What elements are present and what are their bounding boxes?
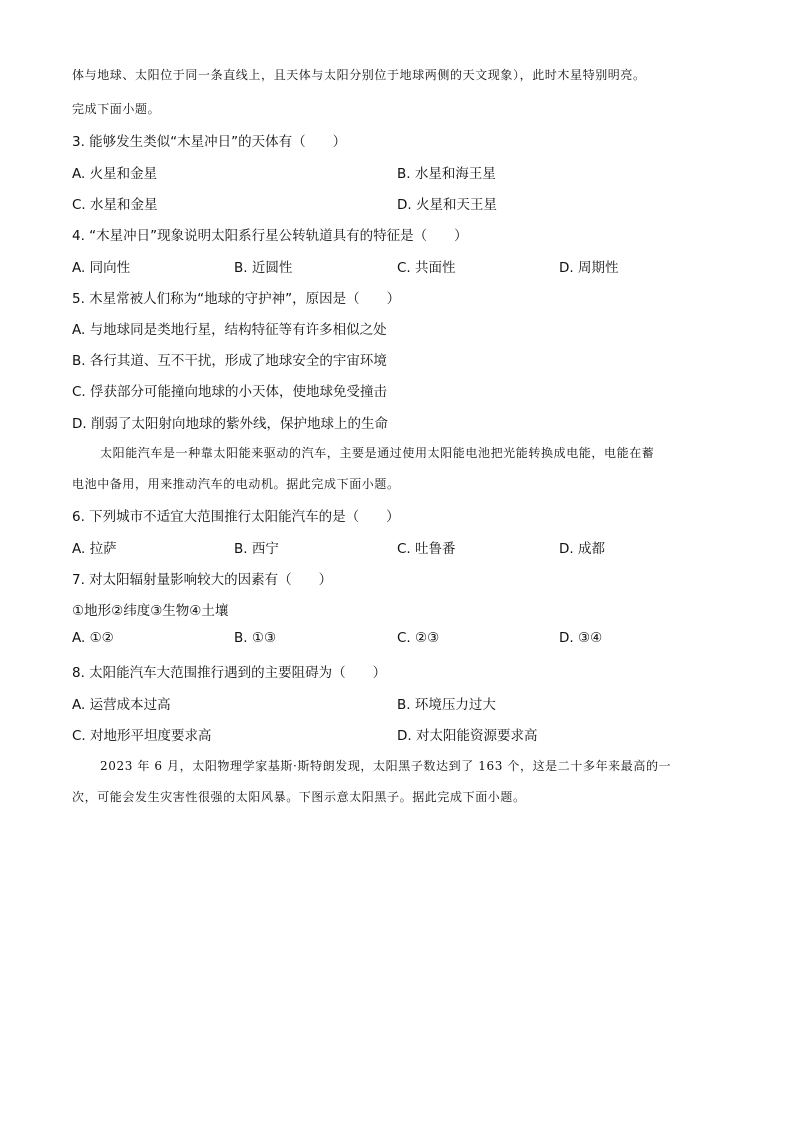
q8-option-a: A. 运营成本过高	[72, 697, 171, 713]
q6-option-d: D. 成都	[559, 541, 605, 557]
intro-line-1: 体与地球、太阳位于同一条直线上，且天体与太阳分别位于地球两侧的天文现象），此时木星特别明亮。	[72, 68, 646, 82]
question-7-items: ①地形②纬度③生物④土壤	[72, 603, 229, 619]
question-5-stem: 5. 木星常被人们称为“地球的守护神”，原因是（ ）	[72, 291, 401, 307]
q8-option-d: D. 对太阳能资源要求高	[397, 728, 538, 744]
q5-option-b: B. 各行其道、互不干扰，形成了地球安全的宇宙环境	[72, 353, 387, 369]
q4-option-b: B. 近圆性	[234, 260, 293, 276]
q3-option-b: B. 水星和海王星	[397, 166, 496, 182]
q7-option-a: A. ①②	[72, 630, 114, 646]
q6-option-c: C. 吐鲁番	[397, 541, 456, 557]
q7-option-d: D. ③④	[559, 630, 603, 646]
q4-option-a: A. 同向性	[72, 260, 131, 276]
q8-option-b: B. 环境压力过大	[397, 697, 496, 713]
q8-option-c: C. 对地形平坦度要求高	[72, 728, 212, 744]
passage-3-line-1: 2023 年 6 月，太阳物理学家基斯·斯特朗发现，太阳黑子数达到了 163 个，这是二十多年来最高的一	[100, 759, 672, 773]
q3-option-a: A. 火星和金星	[72, 166, 158, 182]
q5-option-c: C. 俘获部分可能撞向地球的小天体，使地球免受撞击	[72, 384, 388, 400]
q3-option-c: C. 水星和金星	[72, 197, 158, 213]
q5-option-d: D. 削弱了太阳射向地球的紫外线，保护地球上的生命	[72, 416, 388, 432]
q4-option-d: D. 周期性	[559, 260, 619, 276]
q6-option-a: A. 拉萨	[72, 541, 117, 557]
q3-option-d: D. 火星和天王星	[397, 197, 497, 213]
passage-3-line-2: 次，可能会发生灾害性很强的太阳风暴。下图示意太阳黑子。据此完成下面小题。	[72, 790, 526, 804]
question-4-stem: 4. “木星冲日”现象说明太阳系行星公转轨道具有的特征是（ ）	[72, 228, 468, 244]
question-7-stem: 7. 对太阳辐射量影响较大的因素有（ ）	[72, 572, 333, 588]
passage-2-line-2: 电池中备用，用来推动汽车的电动机。据此完成下面小题。	[72, 477, 400, 491]
q6-option-b: B. 西宁	[234, 541, 279, 557]
intro-line-2: 完成下面小题。	[72, 102, 161, 116]
question-3-stem: 3. 能够发生类似“木星冲日”的天体有（ ）	[72, 134, 347, 150]
question-6-stem: 6. 下列城市不适宜大范围推行太阳能汽车的是（ ）	[72, 509, 400, 525]
q4-option-c: C. 共面性	[397, 260, 456, 276]
q7-option-c: C. ②③	[397, 630, 440, 646]
q5-option-a: A. 与地球同是类地行星，结构特征等有许多相似之处	[72, 322, 387, 338]
q7-option-b: B. ①③	[234, 630, 277, 646]
question-8-stem: 8. 太阳能汽车大范围推行遇到的主要阻碍为（ ）	[72, 665, 387, 681]
passage-2-line-1: 太阳能汽车是一种靠太阳能来驱动的汽车，主要是通过使用太阳能电池把光能转换成电能，电能在蓄	[100, 446, 655, 460]
